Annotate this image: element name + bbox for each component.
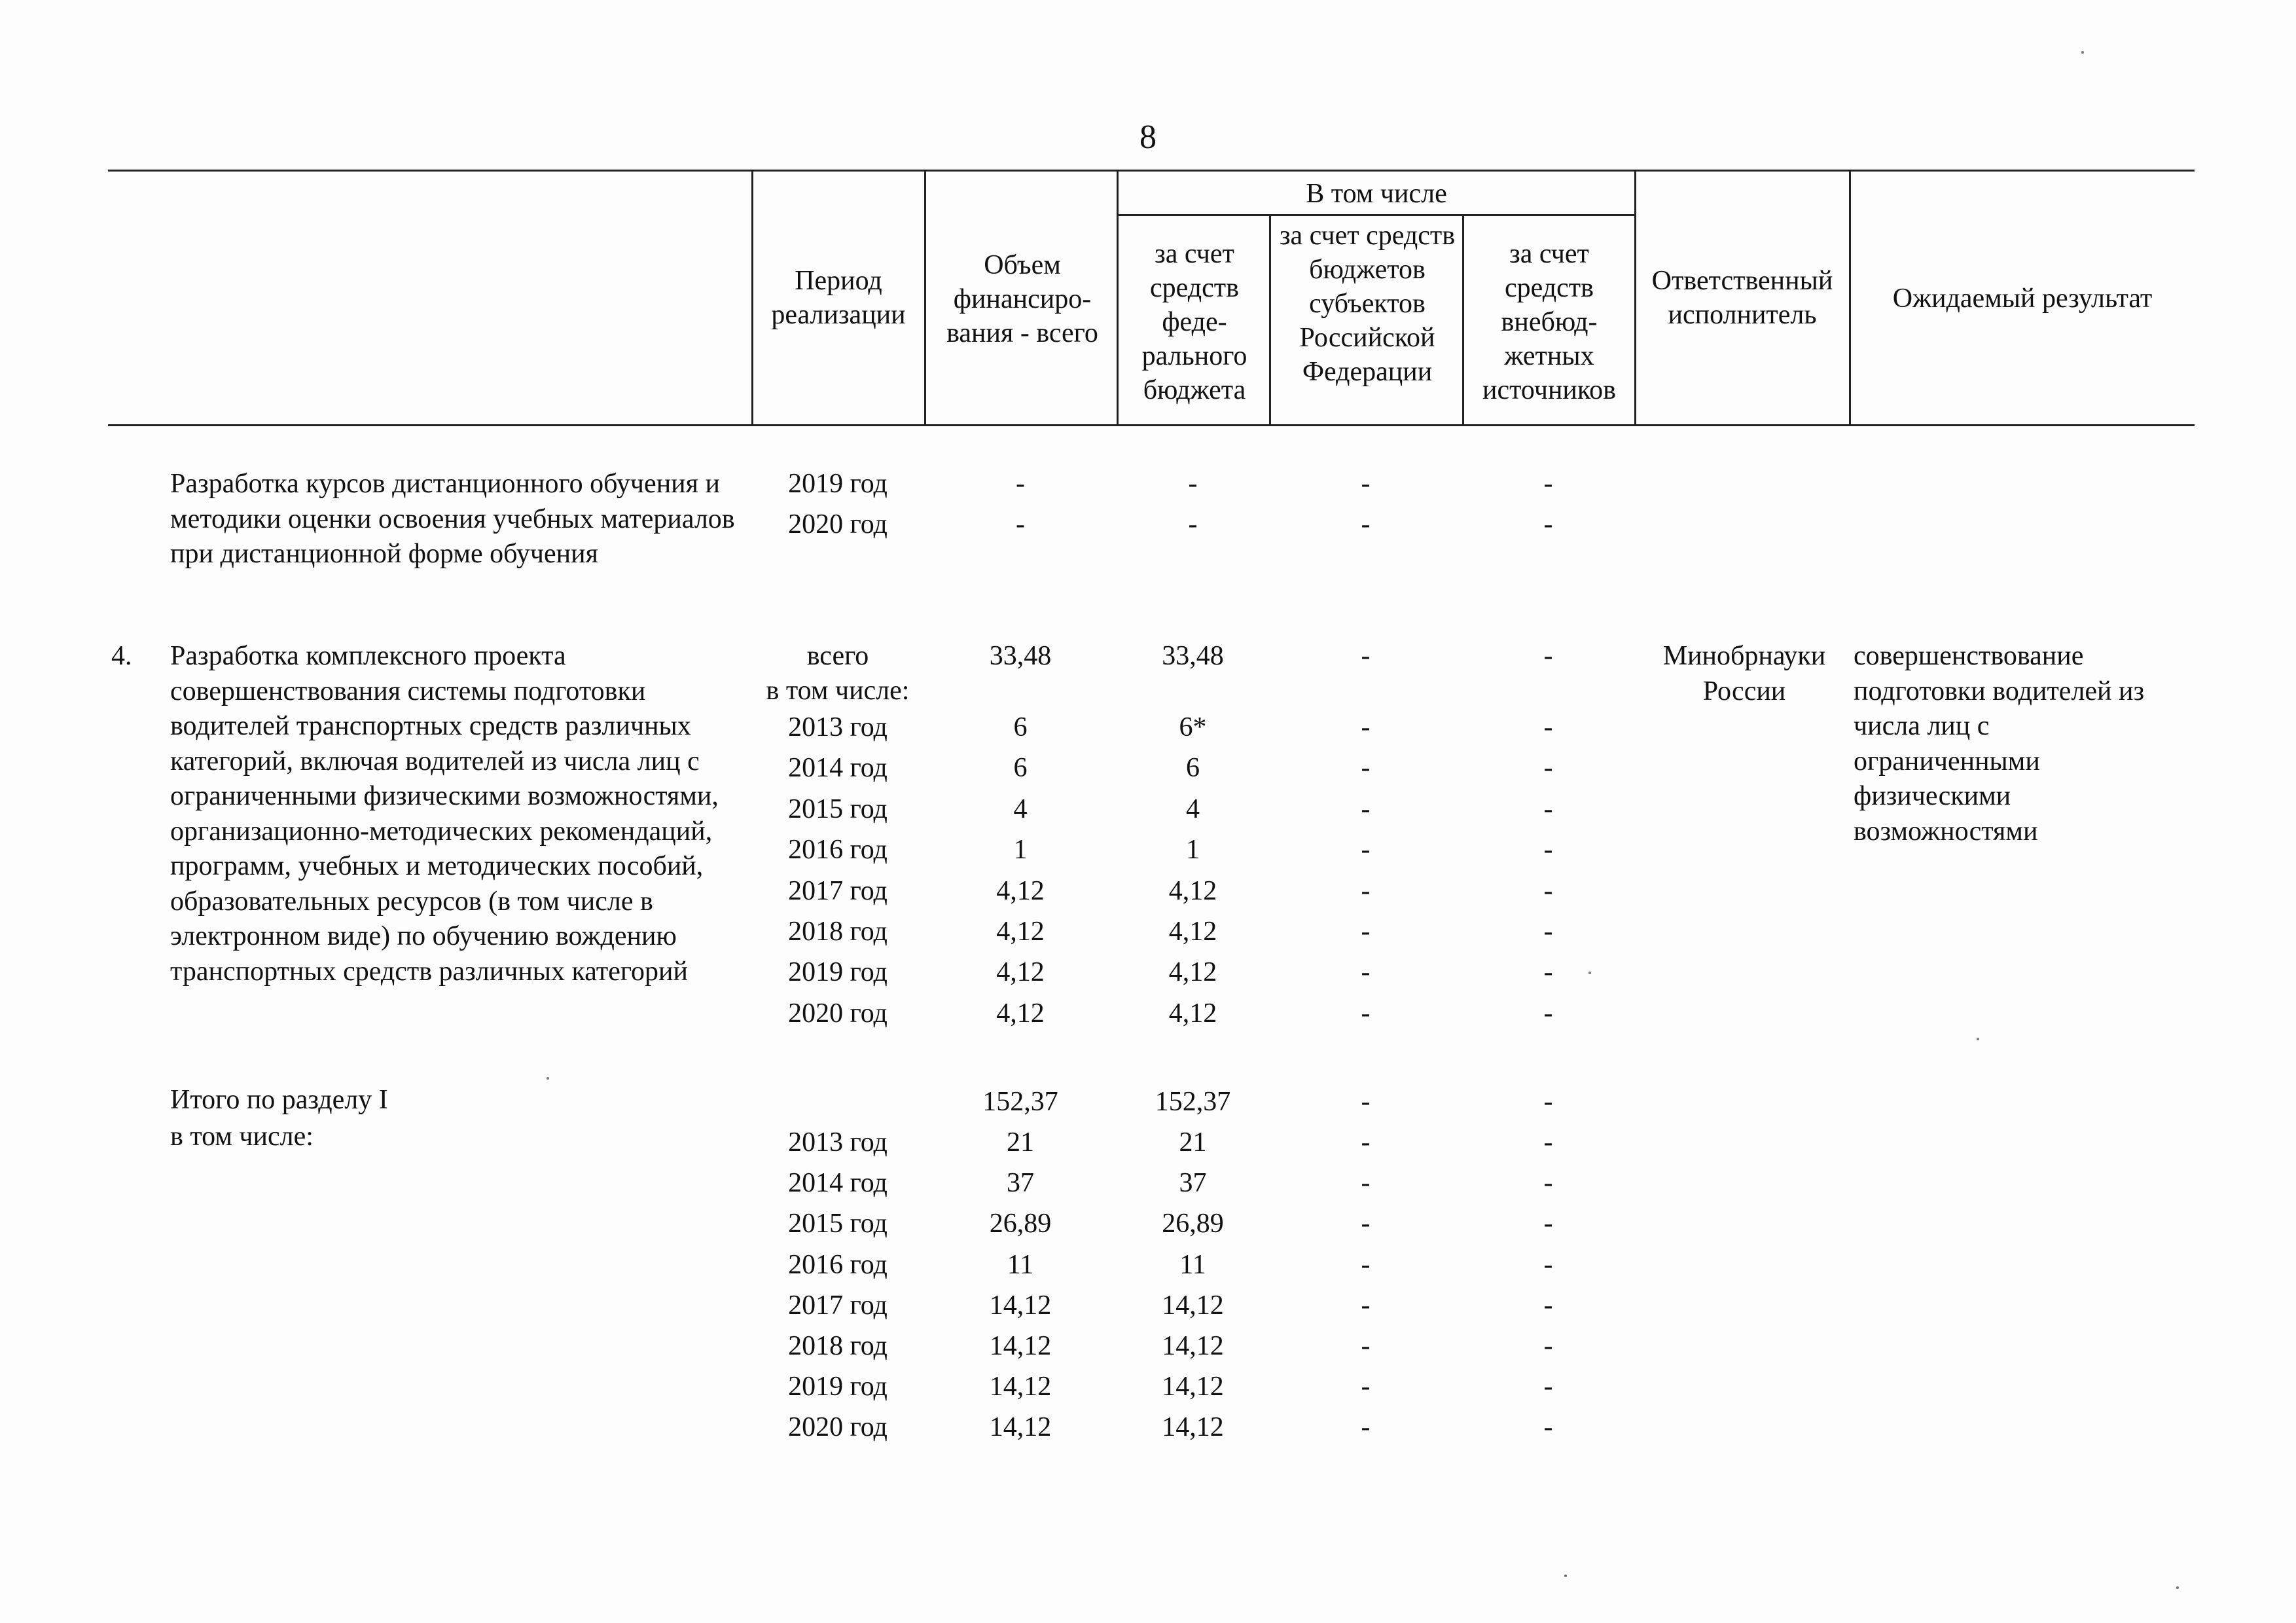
cell-period: 2017 год — [788, 1290, 888, 1321]
cell-extra: - — [1543, 753, 1553, 784]
col-divider-2 — [924, 170, 926, 426]
cell-extra: - — [1543, 1127, 1553, 1158]
cell-extra: - — [1543, 469, 1553, 499]
cell-period: 2016 год — [788, 835, 888, 866]
header-including: В том числе — [1306, 179, 1447, 209]
cell-total: 11 — [1007, 1249, 1034, 1280]
block2-description: Разработка комплексного проекта совершенствования системы подготовки водителей транспортных средств различных категорий, включая водителей из числа лиц с ограниченными физическими возможностями, организационно-методических рекомендаций, программ, учебных и методических пособий, образовательных ресурсов (в том числе в электронном виде) по обучению вождению транспортных средств различных категорий — [170, 641, 719, 987]
block2-period-total: всего — [806, 641, 869, 671]
cell-extra: - — [1543, 1290, 1553, 1321]
cell-regional: - — [1361, 1412, 1371, 1443]
scan-speck — [1588, 972, 1591, 974]
scan-speck — [1977, 1038, 1979, 1040]
cell-period: 2016 год — [788, 1249, 888, 1280]
cell-extra: - — [1543, 1209, 1553, 1239]
including-divider — [1118, 214, 1636, 216]
cell-total: 14,12 — [989, 1412, 1052, 1443]
cell-extra: - — [1543, 712, 1553, 742]
summary-regional-value: - — [1361, 1087, 1371, 1117]
cell-extra: - — [1543, 917, 1553, 947]
cell-regional: - — [1361, 1209, 1371, 1239]
cell-total: 6 — [1013, 753, 1028, 784]
block2-extra-value: - — [1543, 641, 1553, 671]
col-divider-1 — [751, 170, 753, 426]
cell-total: 4,12 — [996, 957, 1045, 988]
col-divider-7 — [1849, 170, 1851, 426]
cell-regional: - — [1361, 1372, 1371, 1402]
header-regional: за счет средств бюджетов субъектов Российской Федерации — [1279, 221, 1456, 387]
cell-total: 14,12 — [989, 1331, 1052, 1361]
cell-period: 2014 год — [788, 753, 888, 784]
cell-regional: - — [1361, 917, 1371, 947]
cell-regional: - — [1361, 753, 1371, 784]
scan-speck — [2176, 1586, 2179, 1589]
cell-regional: - — [1361, 875, 1371, 906]
cell-extra: - — [1543, 1412, 1553, 1443]
cell-federal: 14,12 — [1162, 1372, 1224, 1402]
cell-federal: 4,12 — [1168, 957, 1217, 988]
cell-period: 2020 год — [788, 998, 888, 1029]
cell-regional: - — [1361, 998, 1371, 1029]
cell-federal: - — [1188, 509, 1198, 539]
cell-federal: 26,89 — [1162, 1209, 1224, 1239]
cell-period: 2019 год — [788, 957, 888, 988]
cell-regional: - — [1361, 1127, 1371, 1158]
summary-federal-value: 152,37 — [1155, 1087, 1231, 1117]
cell-federal: 21 — [1179, 1127, 1207, 1158]
cell-total: 14,12 — [989, 1290, 1052, 1321]
block2-federal-value: 33,48 — [1162, 641, 1224, 671]
cell-extra: - — [1543, 1331, 1553, 1361]
cell-total: 4,12 — [996, 875, 1045, 906]
scan-speck — [1564, 1575, 1567, 1577]
cell-extra: - — [1543, 957, 1553, 988]
table-header-bottom-border — [108, 424, 2195, 426]
cell-regional: - — [1361, 793, 1371, 824]
summary-extra-value: - — [1543, 1087, 1553, 1117]
col-divider-4 — [1269, 214, 1271, 426]
header-executor: Ответственный исполнитель — [1651, 266, 1833, 330]
cell-federal: 11 — [1179, 1249, 1206, 1280]
block2-result: совершенствование подготовки водителей из числа лиц с ограниченными физическими возможностями — [1854, 641, 2145, 847]
cell-total: - — [1016, 509, 1025, 539]
block1-description: Разработка курсов дистанционного обучения и методики оценки освоения учебных материалов при дистанционной форме обучения — [170, 469, 735, 569]
cell-regional: - — [1361, 835, 1371, 866]
cell-total: 1 — [1013, 835, 1028, 866]
cell-regional: - — [1361, 1290, 1371, 1321]
cell-total: 4,12 — [996, 998, 1045, 1029]
table-top-border — [108, 170, 2195, 172]
cell-period: 2013 год — [788, 712, 888, 742]
cell-period: 2018 год — [788, 1331, 888, 1361]
cell-extra: - — [1543, 1168, 1553, 1199]
cell-regional: - — [1361, 1168, 1371, 1199]
cell-regional: - — [1361, 469, 1371, 499]
cell-period: 2017 год — [788, 875, 888, 906]
cell-federal: 4,12 — [1168, 998, 1217, 1029]
cell-regional: - — [1361, 1331, 1371, 1361]
block2-regional-value: - — [1361, 641, 1371, 671]
cell-period: 2020 год — [788, 1412, 888, 1443]
cell-federal: 1 — [1186, 835, 1200, 866]
header-result: Ожидаемый результат — [1892, 283, 2153, 314]
cell-total: 37 — [1007, 1168, 1034, 1199]
cell-period: 2015 год — [788, 1209, 888, 1239]
cell-federal: - — [1188, 469, 1198, 499]
header-extrabudget: за счет средств внебюд-жетных источников — [1482, 239, 1616, 405]
block2-total-value: 33,48 — [989, 641, 1052, 671]
cell-regional: - — [1361, 712, 1371, 742]
col-divider-6 — [1634, 170, 1636, 426]
header-period: Период реализации — [771, 266, 906, 330]
cell-period: 2020 год — [788, 509, 888, 539]
cell-period: 2018 год — [788, 917, 888, 947]
cell-extra: - — [1543, 998, 1553, 1029]
cell-federal: 4,12 — [1168, 917, 1217, 947]
cell-period: 2013 год — [788, 1127, 888, 1158]
block2-executor: Минобрнауки России — [1662, 641, 1826, 706]
cell-extra: - — [1543, 875, 1553, 906]
cell-federal: 14,12 — [1162, 1290, 1224, 1321]
cell-period: 2014 год — [788, 1168, 888, 1199]
cell-federal: 6* — [1179, 712, 1207, 742]
block2-period-including: в том числе: — [766, 676, 910, 706]
summary-including-label: в том числе: — [170, 1122, 314, 1152]
cell-extra: - — [1543, 509, 1553, 539]
cell-federal: 4,12 — [1168, 875, 1217, 906]
cell-period: 2019 год — [788, 1372, 888, 1402]
cell-federal: 6 — [1186, 753, 1200, 784]
cell-federal: 37 — [1179, 1168, 1207, 1199]
header-federal: за счет средств феде-рального бюджета — [1141, 239, 1247, 405]
cell-federal: 14,12 — [1162, 1412, 1224, 1443]
cell-extra: - — [1543, 1249, 1553, 1280]
cell-total: 4,12 — [996, 917, 1045, 947]
cell-regional: - — [1361, 1249, 1371, 1280]
cell-period: 2015 год — [788, 793, 888, 824]
page-number: 8 — [1139, 119, 1157, 156]
summary-total-value: 152,37 — [982, 1087, 1058, 1117]
cell-regional: - — [1361, 957, 1371, 988]
cell-total: 26,89 — [989, 1209, 1052, 1239]
cell-total: - — [1016, 469, 1025, 499]
cell-total: 21 — [1007, 1127, 1034, 1158]
cell-total: 6 — [1013, 712, 1028, 742]
header-total: Объем финансиро-вания - всего — [946, 250, 1098, 348]
cell-federal: 4 — [1186, 793, 1200, 824]
cell-regional: - — [1361, 509, 1371, 539]
scan-speck — [547, 1077, 549, 1080]
cell-extra: - — [1543, 1372, 1553, 1402]
cell-total: 14,12 — [989, 1372, 1052, 1402]
cell-extra: - — [1543, 835, 1553, 866]
cell-federal: 14,12 — [1162, 1331, 1224, 1361]
cell-period: 2019 год — [788, 469, 888, 499]
summary-label: Итого по разделу I — [170, 1085, 388, 1115]
block2-number: 4. — [111, 641, 132, 671]
cell-total: 4 — [1013, 793, 1028, 824]
scan-speck — [2081, 51, 2084, 54]
cell-extra: - — [1543, 793, 1553, 824]
col-divider-5 — [1462, 214, 1464, 426]
col-divider-3 — [1117, 170, 1119, 426]
